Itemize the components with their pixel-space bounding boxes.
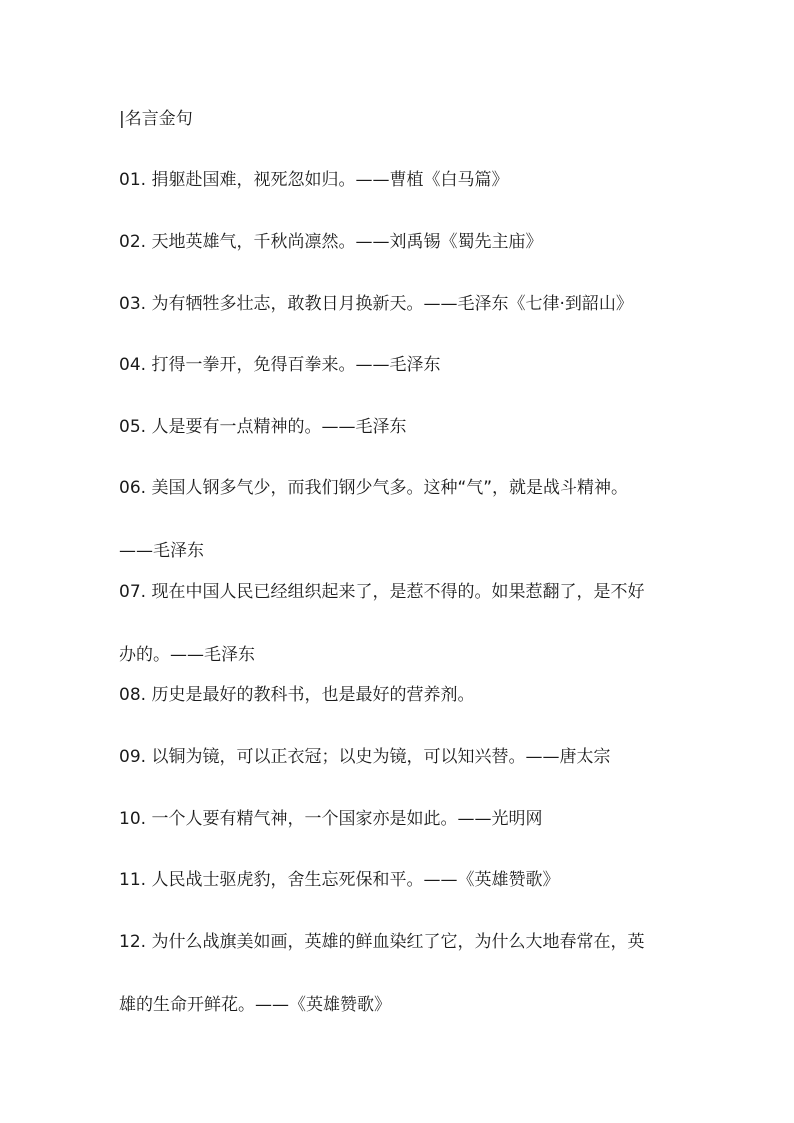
quote-text: 03. 为有牺牲多壮志，敢教日月换新天。——毛泽东《七律·到韶山》 <box>119 294 633 314</box>
quote-attribution: 雄的生命开鲜花。——《英雄赞歌》 <box>119 995 391 1015</box>
quote-item <box>119 228 681 256</box>
quote-item <box>119 681 681 709</box>
quote-text: 01. 捐躯赴国难，视死忽如归。——曹植《白马篇》 <box>119 170 509 190</box>
quote-item <box>119 351 681 379</box>
quote-attribution: ——毛泽东 <box>119 541 204 561</box>
quote-item <box>119 805 681 833</box>
quote-text: 11. 人民战士驱虎豹，舍生忘死保和平。——《英雄赞歌》 <box>119 870 560 890</box>
quote-item <box>119 290 681 318</box>
quote-text: 04. 打得一拳开，免得百拳来。——毛泽东 <box>119 355 441 375</box>
quote-item <box>119 474 681 565</box>
quote-item <box>119 743 681 771</box>
quote-text: 05. 人是要有一点精神的。——毛泽东 <box>119 417 407 437</box>
quote-text: 09. 以铜为镜，可以正衣冠；以史为镜，可以知兴替。——唐太宗 <box>119 747 611 767</box>
quote-text: 08. 历史是最好的教科书，也是最好的营养剂。 <box>119 685 475 705</box>
quote-item <box>119 866 681 894</box>
quote-text: 10. 一个人要有精气神，一个国家亦是如此。——光明网 <box>119 809 543 829</box>
quote-text: 07. 现在中国人民已经组织起来了，是惹不得的。如果惹翻了，是不好 <box>119 582 645 602</box>
quote-text: 12. 为什么战旗美如画，英雄的鲜血染红了它，为什么大地春常在，英 <box>119 932 645 952</box>
quote-item <box>119 413 681 441</box>
quote-item <box>119 578 681 669</box>
quote-item <box>119 928 681 1019</box>
quote-attribution: 办的。——毛泽东 <box>119 645 255 665</box>
quote-item <box>119 166 681 194</box>
section-heading: |名言金句 <box>119 109 193 129</box>
quote-text: 06. 美国人钢多气少，而我们钢少气多。这种“气”，就是战斗精神。 <box>119 478 629 498</box>
quote-text: 02. 天地英雄气，千秋尚凛然。——刘禹锡《蜀先主庙》 <box>119 232 543 252</box>
